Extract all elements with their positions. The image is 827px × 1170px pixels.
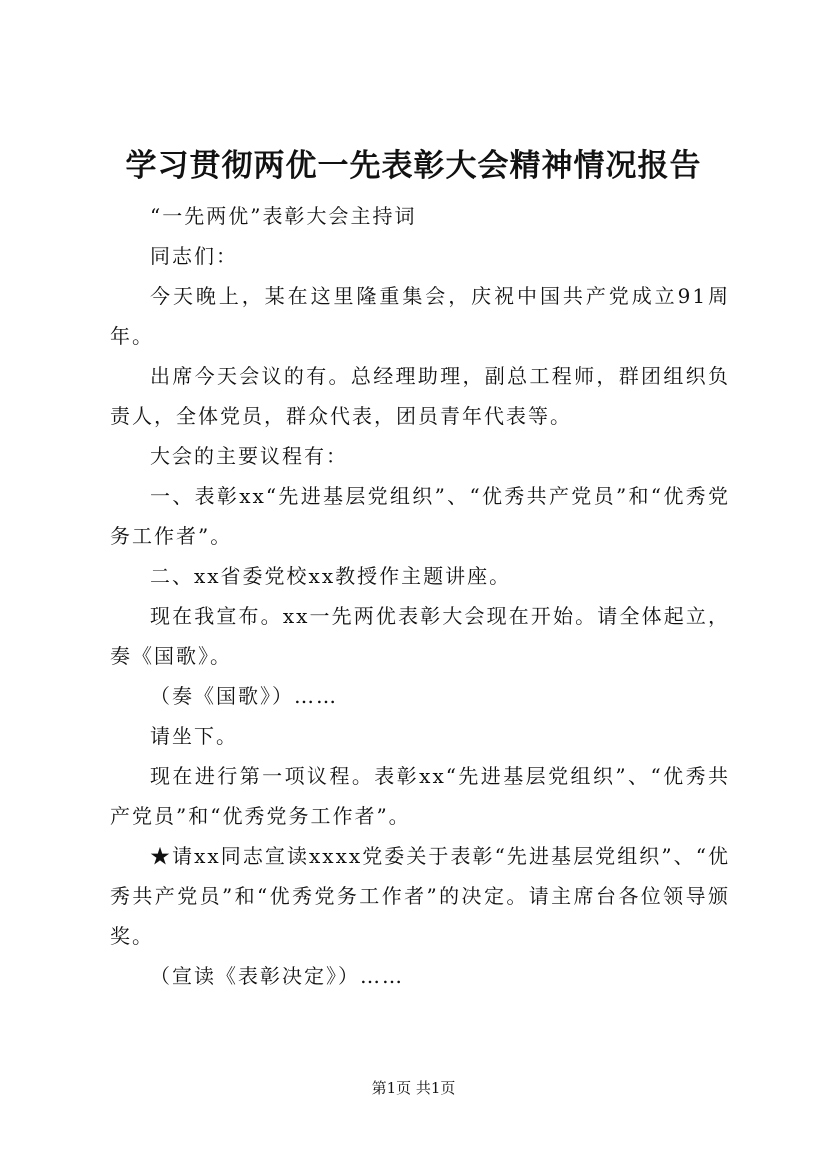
page-footer: 第1页 共1页 — [371, 1079, 456, 1097]
paragraph: （奏《国歌》）…… — [150, 684, 338, 708]
paragraph-greeting: 同志们： — [150, 244, 238, 268]
paragraph: ★请xx同志宣读xxxx党委关于表彰“先进基层党组织”、“优秀共产党员”和“优秀党务工作者”的决定。请主席台各位领导颁奖。 — [110, 844, 730, 948]
paragraph: 今天晚上，某在这里隆重集会，庆祝中国共产党成立91周年。 — [110, 284, 730, 348]
paragraph: 现在进行第一项议程。表彰xx“先进基层党组织”、“优秀共产党员”和“优秀党务工作者”。 — [110, 764, 730, 828]
paragraph: （宣读《表彰决定》）…… — [150, 964, 404, 988]
paragraph: 出席今天会议的有。总经理助理，副总工程师，群团组织负责人，全体党员，群众代表，团员青年代表等。 — [110, 364, 730, 428]
paragraph: 一、表彰xx“先进基层党组织”、“优秀共产党员”和“优秀党务工作者”。 — [110, 484, 730, 548]
document-body — [110, 196, 730, 996]
paragraph: 大会的主要议程有： — [150, 444, 348, 468]
document-title: 学习贯彻两优一先表彰大会精神情况报告 — [125, 148, 702, 184]
paragraph: 二、xx省委党校xx教授作主题讲座。 — [150, 564, 512, 588]
paragraph: 现在我宣布。xx一先两优表彰大会现在开始。请全体起立，奏《国歌》。 — [110, 604, 730, 668]
paragraph-subtitle: “一先两优”表彰大会主持词 — [150, 204, 417, 228]
paragraph: 请坐下。 — [150, 724, 238, 748]
